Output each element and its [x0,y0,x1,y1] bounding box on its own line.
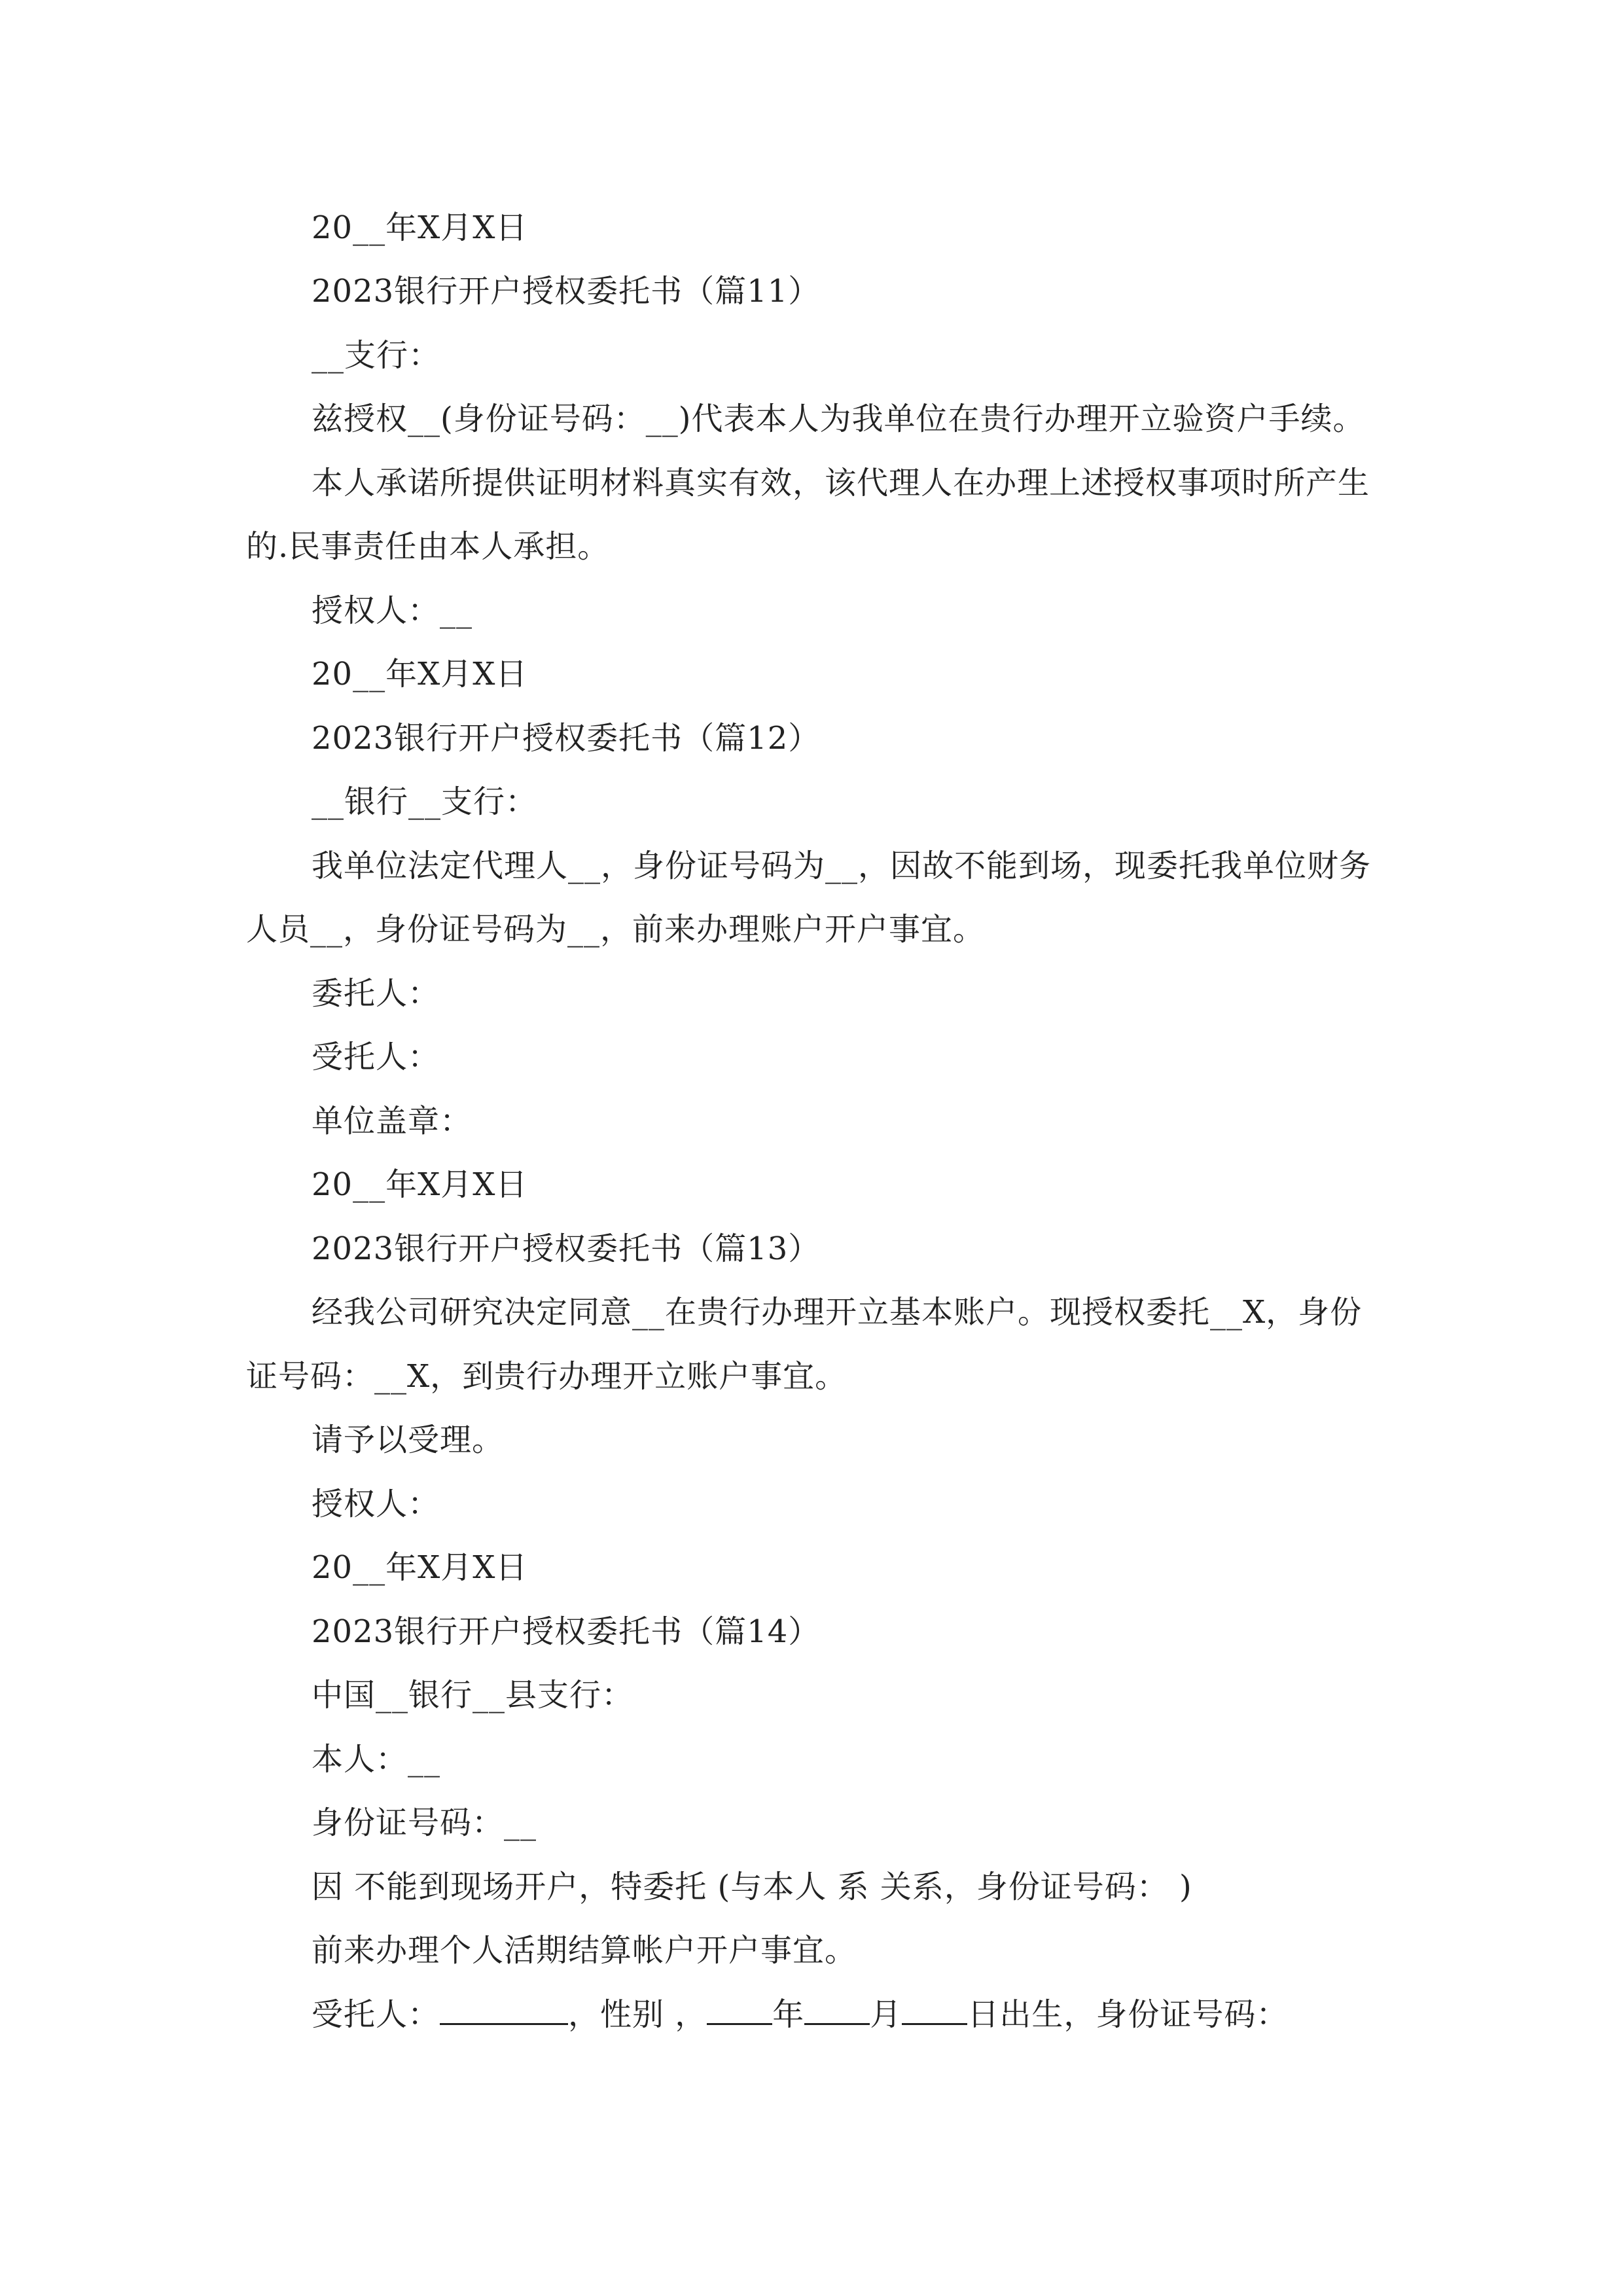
signature-line: 授权人： [312,1486,440,1522]
birth-id-label: 日出生，身份证号码： [967,1996,1289,2033]
addressee-line: __银行__支行： [312,783,538,820]
body-paragraph: 前来办理个人活期结算帐户开户事宜。 [312,1932,857,1969]
body-paragraph: 因 不能到现场开户，特委托 (与本人 系 关系，身份证号码： ) [312,1869,1192,1905]
section-heading: 2023银行开户授权委托书（篇12） [312,720,821,757]
body-paragraph: 经我公司研究决定同意__在贵行办理开立基本账户。现授权委托__X，身份 [312,1294,1363,1331]
addressee-line: __支行： [312,337,441,374]
date-line: 20__年X月X日 [312,656,528,692]
gender-label: ，性别 ， [568,1996,707,2033]
blank-underline [440,1996,568,2025]
signature-line: 授权人：__ [312,592,473,629]
body-paragraph-continued: 的.民事责任由本人承担。 [246,528,610,565]
date-line: 20__年X月X日 [312,1166,528,1203]
blank-underline [804,1996,870,2025]
section-heading: 2023银行开户授权委托书（篇11） [312,273,821,310]
signature-line: 委托人： [312,975,440,1012]
addressee-line: 中国__银行__县支行： [312,1677,634,1713]
year-label: 年 [772,1996,805,2033]
body-paragraph-continued: 证号码：__X，到贵行办理开立账户事宜。 [246,1358,847,1395]
body-paragraph: 兹授权__(身份证号码：__)代表本人为我单位在贵行办理开立验资户手续。 [312,401,1365,437]
field-line: 身份证号码：__ [312,1804,537,1841]
trustee-label: 受托人： [312,1996,440,2033]
body-paragraph-continued: 人员__，身份证号码为__，前来办理账户开户事宜。 [246,911,986,948]
blank-underline [902,1996,967,2025]
body-paragraph: 本人承诺所提供证明材料真实有效，该代理人在办理上述授权事项时所产生 [312,465,1370,501]
month-label: 月 [870,1996,902,2033]
date-line: 20__年X月X日 [312,1549,528,1586]
body-paragraph: 请予以受理。 [312,1422,505,1458]
date-line: 20__年X月X日 [312,209,528,246]
body-paragraph: 我单位法定代理人__，身份证号码为__，因故不能到场，现委托我单位财务 [312,848,1372,884]
signature-line: 受托人： [312,1039,440,1075]
blank-underline [707,1996,772,2025]
trustee-info-line [312,1995,1288,2034]
seal-line: 单位盖章： [312,1103,473,1139]
field-line: 本人：__ [312,1741,441,1778]
section-heading: 2023银行开户授权委托书（篇13） [312,1230,821,1267]
section-heading: 2023银行开户授权委托书（篇14） [312,1613,821,1650]
